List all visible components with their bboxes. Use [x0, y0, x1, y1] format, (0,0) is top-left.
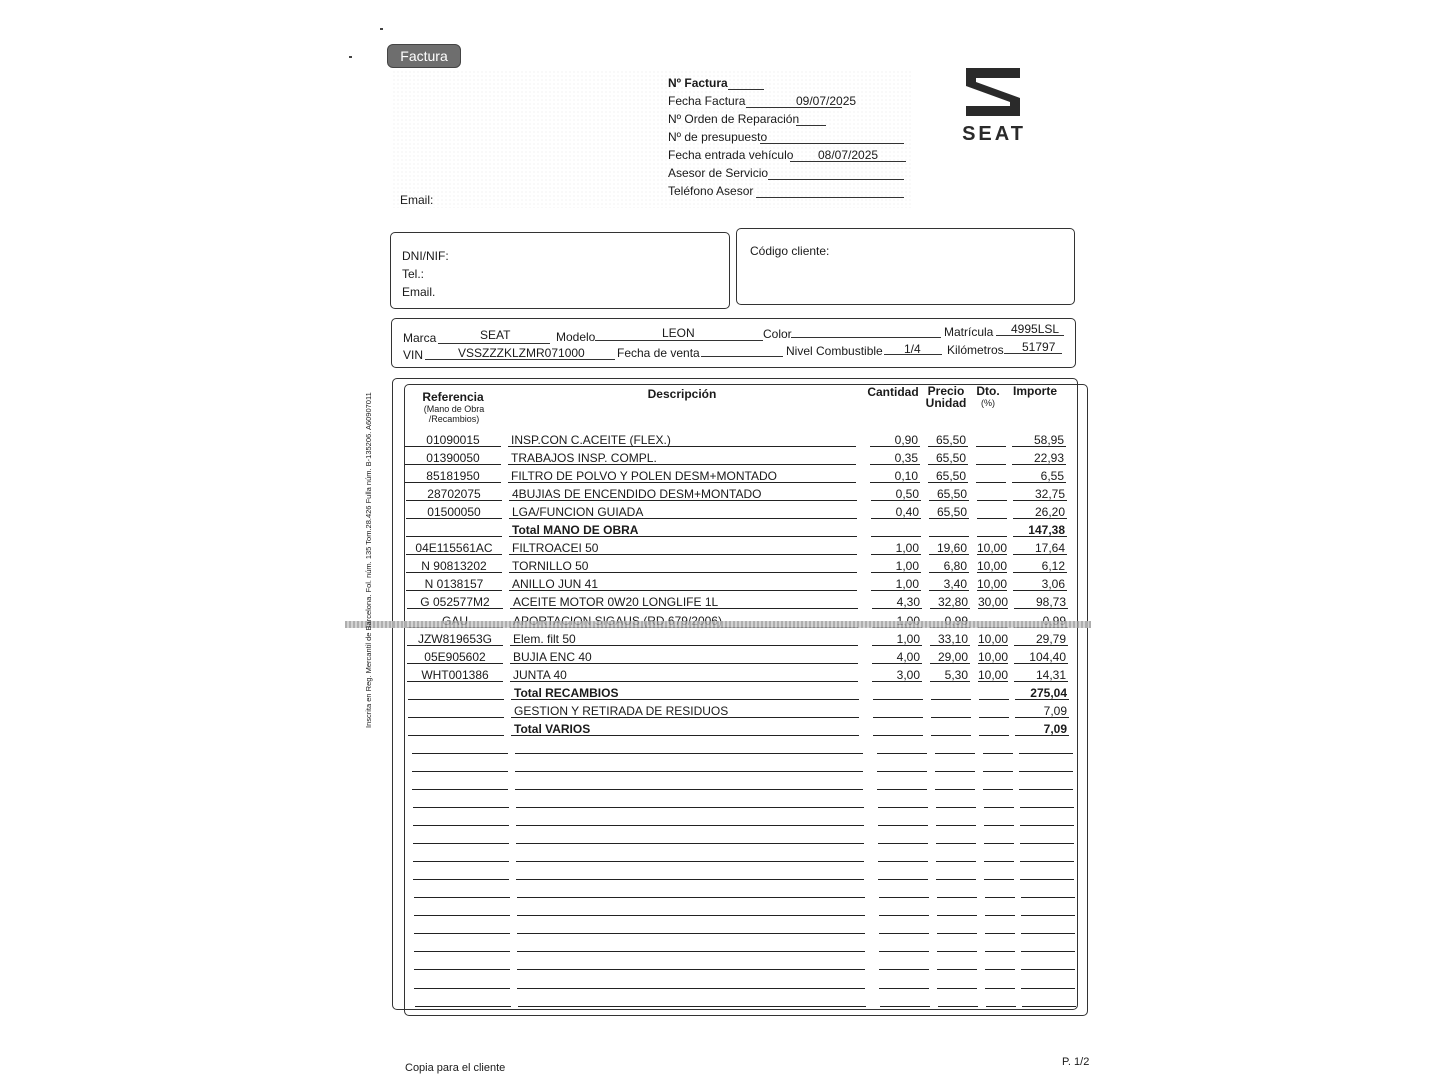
cell-cant: 1,00 [895, 577, 919, 591]
cell-desc: INSP.CON C.ACEITE (FLEX.) [511, 433, 671, 447]
empty-row-line [517, 951, 865, 952]
cell-desc: Total VARIOS [514, 722, 591, 736]
cell-cant: 0,50 [895, 487, 919, 501]
cell-ref: N 0138157 [424, 577, 484, 591]
cell-cant: 0,10 [894, 469, 918, 483]
empty-row-line [879, 988, 929, 989]
header-field-label: Nº de presupuesto [668, 130, 768, 144]
empty-row-line [935, 789, 975, 790]
empty-row-line [985, 897, 1015, 898]
cell-desc: Total MANO DE OBRA [512, 523, 639, 537]
empty-row-line [937, 988, 977, 989]
cell-ref: 85181950 [426, 469, 480, 483]
header-descripcion: Descripción [647, 387, 717, 401]
empty-row-line [1020, 843, 1074, 844]
empty-row-line [878, 843, 928, 844]
client-info-box [390, 232, 730, 309]
empty-row-line [518, 1006, 866, 1007]
empty-row-line [414, 969, 510, 970]
empty-row-line [412, 771, 508, 772]
cell-desc: Elem. filt 50 [513, 632, 576, 646]
footer-copy-label: Copia para el cliente [405, 1062, 506, 1074]
cell-cant: 4,30 [896, 595, 920, 609]
empty-row-line [937, 969, 977, 970]
empty-row-line [1020, 825, 1074, 826]
vin-value: VSSZZZKLZMR071000 [458, 346, 585, 360]
cell-precio: 65,50 [936, 505, 967, 519]
cell-importe: 104,40 [1029, 650, 1066, 664]
empty-row-line [517, 897, 865, 898]
cell-cant: 1,00 [895, 541, 919, 555]
header-field-label: Nº Orden de Reparación [668, 112, 800, 126]
cell-underline [976, 464, 1006, 465]
empty-row-line [1021, 988, 1075, 989]
cell-dto: 10,00 [977, 559, 1008, 573]
table-row [0, 666, 1440, 684]
empty-row-line [412, 753, 508, 754]
color-line [791, 337, 941, 338]
cell-underline [979, 717, 1009, 718]
cell-underline [406, 536, 502, 537]
empty-row-line [985, 969, 1015, 970]
km-value: 51797 [1022, 340, 1056, 354]
header-dto: Dto. [976, 384, 1000, 398]
empty-row-line [878, 861, 928, 862]
header-field [668, 148, 904, 164]
cell-precio: 29,00 [937, 650, 968, 664]
cell-desc: 4BUJIAS DE ENCENDIDO DESM+MONTADO [512, 487, 762, 501]
header-field-value: 08/07/2025 [818, 148, 879, 162]
header-field-label: Teléfono Asesor [668, 184, 754, 198]
client-email-label: Email. [402, 285, 436, 299]
empty-row-line [1020, 807, 1074, 808]
empty-row-line [879, 969, 929, 970]
header-field-line [760, 143, 904, 144]
cell-importe: 14,31 [1035, 668, 1066, 682]
empty-row-line [935, 753, 975, 754]
empty-row-line [414, 915, 510, 916]
header-field-value: 09/07/2025 [796, 94, 857, 108]
empty-row-line [936, 843, 976, 844]
combustible-label: Nivel Combustible [786, 344, 883, 358]
cell-importe: 147,38 [1028, 523, 1065, 537]
document-title-tag: Factura [387, 44, 461, 68]
cell-desc: ANILLO JUN 41 [512, 577, 599, 591]
cell-underline [976, 482, 1006, 483]
empty-row-line [413, 807, 509, 808]
empty-row-line [517, 915, 865, 916]
empty-row-line [1020, 879, 1074, 880]
cell-importe: 17,64 [1034, 541, 1065, 555]
empty-row-line [880, 1006, 930, 1007]
empty-row-line [983, 753, 1013, 754]
scan-speck [380, 28, 383, 30]
cell-ref: JZW819653G [417, 632, 493, 646]
table-row [0, 449, 1440, 467]
table-row [0, 702, 1440, 720]
header-field-line [768, 179, 904, 180]
header-field [668, 94, 904, 110]
cell-desc: BUJIA ENC 40 [513, 650, 592, 664]
footer-page-number: P. 1/2 [1062, 1056, 1090, 1068]
empty-row-line [414, 951, 510, 952]
cell-precio: 65,50 [935, 433, 966, 447]
header-field-line [796, 125, 826, 126]
empty-row-line [984, 879, 1014, 880]
combustible-value: 1/4 [904, 342, 921, 356]
km-label: Kilómetros [947, 343, 1004, 357]
header-email-label: Email: [400, 193, 434, 207]
empty-row-line [516, 843, 864, 844]
table-row [0, 467, 1440, 485]
matricula-label: Matrícula [944, 325, 994, 339]
header-field-label: Fecha entrada vehículo [668, 148, 794, 162]
empty-row-line [935, 771, 975, 772]
empty-row-line [516, 861, 864, 862]
empty-row-line [984, 807, 1014, 808]
header-referencia-sub: (Mano de Obra /Recambios) [423, 404, 485, 424]
empty-row-line [984, 825, 1014, 826]
empty-row-line [936, 879, 976, 880]
cell-ref: 01090015 [426, 433, 480, 447]
cell-precio: 33,10 [937, 632, 968, 646]
cell-precio: 65,50 [935, 469, 966, 483]
cell-precio: 5,30 [944, 668, 968, 682]
empty-row-line [878, 879, 928, 880]
empty-row-line [517, 988, 865, 989]
cell-precio: 65,50 [936, 487, 967, 501]
empty-row-line [877, 753, 927, 754]
empty-row-line [879, 933, 929, 934]
empty-row-line [516, 825, 864, 826]
empty-row-line [936, 807, 976, 808]
cell-underline [977, 518, 1007, 519]
header-field [668, 112, 904, 128]
seat-wordmark: SEAT [962, 123, 1026, 145]
cell-ref: 28702075 [427, 487, 481, 501]
modelo-value: LEON [662, 326, 695, 340]
cell-dto: 10,00 [978, 650, 1009, 664]
cell-precio: 3,40 [943, 577, 967, 591]
header-precio-unidad: Precio Unidad [925, 384, 967, 410]
cell-cant: 3,00 [896, 668, 920, 682]
cell-desc: LGA/FUNCION GUIADA [512, 505, 644, 519]
empty-row-line [415, 1006, 511, 1007]
cell-underline [977, 536, 1007, 537]
empty-row-line [985, 933, 1015, 934]
cell-precio: 65,50 [935, 451, 966, 465]
empty-row-line [985, 988, 1015, 989]
cell-desc: TORNILLO 50 [512, 559, 589, 573]
cell-importe: 22,93 [1033, 451, 1064, 465]
modelo-line [595, 340, 763, 341]
header-field [668, 184, 904, 200]
cell-importe: 98,73 [1035, 595, 1066, 609]
cell-underline [873, 699, 923, 700]
empty-row-line [1019, 789, 1073, 790]
empty-row-line [985, 915, 1015, 916]
cell-precio: 6,80 [943, 559, 967, 573]
cell-underline [871, 536, 921, 537]
cell-importe: 3,06 [1041, 577, 1065, 591]
cell-desc: JUNTA 40 [513, 668, 567, 682]
marca-label: Marca [403, 331, 437, 345]
empty-row-line [877, 771, 927, 772]
empty-row-line [517, 933, 865, 934]
cell-underline [408, 699, 504, 700]
table-total-row [0, 684, 1440, 702]
empty-row-line [412, 789, 508, 790]
empty-row-line [986, 1006, 1016, 1007]
empty-row-line [878, 807, 928, 808]
empty-row-line [517, 969, 865, 970]
table-row [0, 575, 1440, 593]
empty-row-line [985, 951, 1015, 952]
fecha-venta-line [701, 356, 783, 357]
empty-row-line [879, 897, 929, 898]
cell-ref: 01500050 [427, 505, 481, 519]
empty-row-line [983, 771, 1013, 772]
header-field [668, 130, 904, 146]
seat-s-icon [946, 66, 1042, 146]
empty-row-line [878, 825, 928, 826]
cell-desc: Total RECAMBIOS [514, 686, 619, 700]
cell-cant: 0,90 [894, 433, 918, 447]
marca-value: SEAT [480, 328, 511, 342]
empty-row-line [1021, 969, 1075, 970]
cell-dto: 30,00 [978, 595, 1009, 609]
cell-ref: G 052577M2 [420, 595, 490, 609]
table-row [0, 630, 1440, 648]
registry-side-text: Inscrita en Reg. Mercantil de Barcelona. Fol. núm. 135 Tom.28.426 Fulla núm. B-135206. A60907011 [364, 392, 373, 728]
cell-dto: 10,00 [978, 632, 1009, 646]
header-dto-sub: (%) [981, 398, 995, 408]
cell-desc: GESTION Y RETIRADA DE RESIDUOS [514, 704, 729, 718]
empty-row-line [516, 879, 864, 880]
empty-row-line [1019, 753, 1073, 754]
header-field-line [756, 197, 904, 198]
cell-importe: 6,12 [1041, 559, 1065, 573]
header-field-line [728, 89, 764, 90]
cell-underline [931, 735, 971, 736]
table-total-row [0, 720, 1440, 738]
marca-line [438, 343, 550, 344]
cell-underline [873, 735, 923, 736]
cell-importe: 32,75 [1034, 487, 1065, 501]
empty-row-line [1020, 861, 1074, 862]
empty-row-line [984, 843, 1014, 844]
cell-cant: 1,00 [895, 559, 919, 573]
cell-dto: 10,00 [977, 541, 1008, 555]
cell-underline [977, 500, 1007, 501]
cell-cant: 1,00 [896, 632, 920, 646]
empty-row-line [937, 933, 977, 934]
scan-speck [349, 56, 352, 58]
cell-cant: 0,35 [894, 451, 918, 465]
cell-importe: 6,55 [1040, 469, 1064, 483]
empty-row-line [414, 988, 510, 989]
cell-underline [929, 536, 969, 537]
empty-row-line [515, 771, 863, 772]
cell-desc: TRABAJOS INSP. COMPL. [511, 451, 657, 465]
table-row [0, 431, 1440, 449]
empty-row-line [937, 951, 977, 952]
header-field [668, 76, 904, 92]
cell-dto: 10,00 [978, 668, 1009, 682]
cell-precio: 19,60 [936, 541, 967, 555]
empty-row-line [413, 879, 509, 880]
cell-underline [931, 699, 971, 700]
empty-row-line [413, 843, 509, 844]
empty-row-line [937, 897, 977, 898]
empty-row-line [1022, 1006, 1076, 1007]
table-row [0, 648, 1440, 666]
seat-logo [946, 66, 1042, 146]
empty-row-line [879, 915, 929, 916]
cell-importe: 7,09 [1043, 722, 1067, 736]
cell-precio: 32,80 [937, 595, 968, 609]
table-row [0, 593, 1440, 611]
cell-ref: N 90813202 [421, 559, 487, 573]
cell-desc: FILTROACEI 50 [512, 541, 599, 555]
tel-label: Tel.: [402, 267, 425, 281]
modelo-label: Modelo [556, 330, 596, 344]
empty-row-line [515, 753, 863, 754]
cell-underline [931, 717, 971, 718]
cell-importe: 7,09 [1043, 704, 1067, 718]
table-row [0, 503, 1440, 521]
cell-dto: 10,00 [977, 577, 1008, 591]
empty-row-line [879, 951, 929, 952]
empty-row-line [936, 861, 976, 862]
empty-row-line [937, 915, 977, 916]
header-field-label: Fecha Factura [668, 94, 746, 108]
empty-row-line [1019, 771, 1073, 772]
empty-row-line [1021, 897, 1075, 898]
cell-underline [979, 699, 1009, 700]
table-row [0, 539, 1440, 557]
empty-row-line [413, 861, 509, 862]
header-cantidad: Cantidad [867, 385, 919, 399]
empty-row-line [413, 825, 509, 826]
cell-desc: FILTRO DE POLVO Y POLEN DESM+MONTADO [511, 469, 777, 483]
cell-underline [976, 446, 1006, 447]
cell-desc: ACEITE MOTOR 0W20 LONGLIFE 1L [513, 595, 719, 609]
empty-row-line [515, 789, 863, 790]
dni-label: DNI/NIF: [402, 249, 449, 263]
header-importe: Importe [1012, 384, 1057, 398]
cell-importe: 58,95 [1033, 433, 1064, 447]
empty-row-line [877, 789, 927, 790]
table-total-row [0, 521, 1440, 539]
cell-cant: 4,00 [896, 650, 920, 664]
client-code-box [736, 228, 1075, 305]
table-row [0, 557, 1440, 575]
client-code-label: Código cliente: [750, 244, 830, 258]
header-field-label: Asesor de Servicio [668, 166, 769, 180]
empty-row-line [938, 1006, 978, 1007]
empty-row-line [516, 807, 864, 808]
empty-row-line [1021, 933, 1075, 934]
cell-cant: 0,40 [895, 505, 919, 519]
cell-ref: 05E905602 [424, 650, 486, 664]
color-label: Color [763, 327, 792, 341]
header-referencia: Referencia [422, 390, 484, 404]
vin-label: VIN [403, 348, 424, 362]
empty-row-line [984, 861, 1014, 862]
table-row [0, 485, 1440, 503]
empty-row-line [936, 825, 976, 826]
matricula-value: 4995LSL [1011, 322, 1060, 336]
cell-underline [979, 735, 1009, 736]
header-field-label: Nº Factura [668, 76, 728, 90]
empty-row-line [414, 897, 510, 898]
cell-ref: WHT001386 [421, 668, 489, 682]
cell-underline [873, 717, 923, 718]
cell-underline [408, 717, 504, 718]
scan-artifact-band [345, 621, 1091, 628]
cell-underline [408, 735, 504, 736]
cell-importe: 275,04 [1030, 686, 1067, 700]
empty-row-line [1021, 951, 1075, 952]
empty-row-line [414, 933, 510, 934]
cell-ref: 04E115561AC [415, 541, 493, 555]
cell-ref: 01390050 [426, 451, 480, 465]
cell-importe: 29,79 [1035, 632, 1066, 646]
fecha-venta-label: Fecha de venta [617, 346, 700, 360]
header-field [668, 166, 904, 182]
empty-row-line [983, 789, 1013, 790]
cell-importe: 26,20 [1034, 505, 1065, 519]
empty-row-line [1021, 915, 1075, 916]
